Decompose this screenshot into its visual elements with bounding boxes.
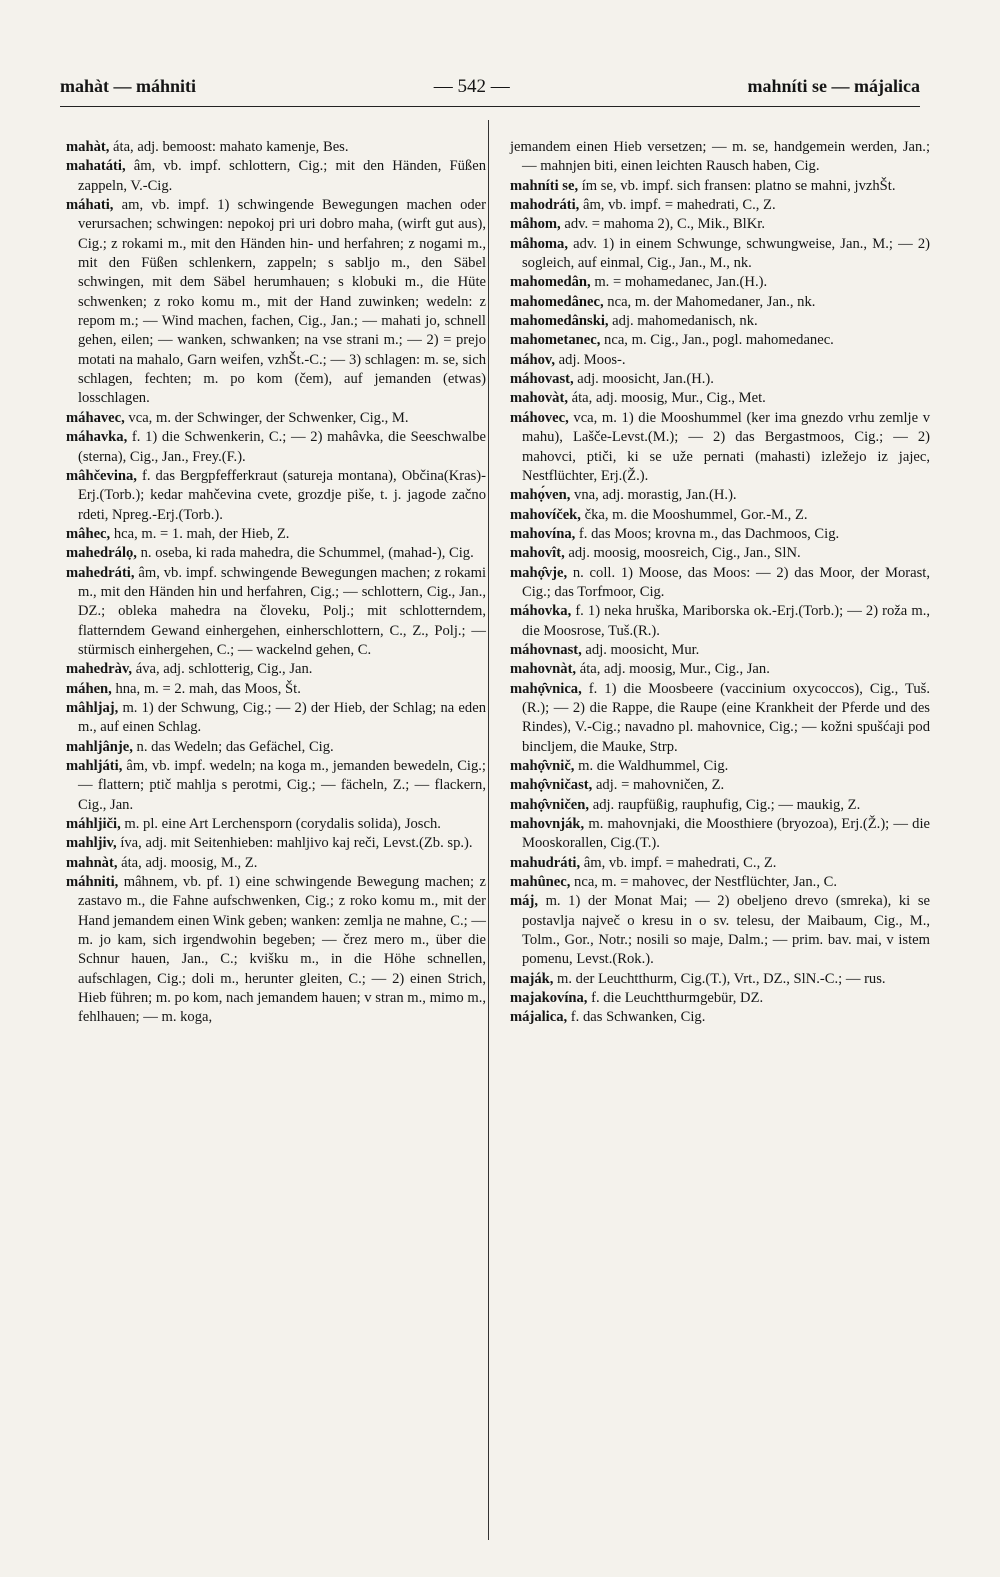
dictionary-entry xyxy=(510,331,930,350)
entry-headword: mahatáti, xyxy=(66,158,126,175)
dictionary-entry xyxy=(510,776,930,795)
entry-definition: adj. Moos-. xyxy=(555,351,626,368)
entry-headword: mahovnják, xyxy=(510,816,585,833)
entry-headword: mahljânje, xyxy=(66,738,133,755)
dictionary-entry xyxy=(66,428,486,467)
dictionary-entry xyxy=(510,506,930,525)
dictionary-entry xyxy=(66,757,486,815)
entry-definition: n. das Wedeln; das Gefächel, Cig. xyxy=(132,738,334,755)
dictionary-entry xyxy=(510,370,930,389)
entry-headword: máhovast, xyxy=(510,371,574,388)
dictionary-entry xyxy=(66,157,486,196)
entry-definition: vna, adj. morastig, Jan.(H.). xyxy=(570,487,737,504)
dictionary-entry xyxy=(510,293,930,312)
left-column xyxy=(66,138,486,1028)
entry-headword: mahovnàt, xyxy=(510,661,577,678)
entry-definition: m. 1) der Schwung, Cig.; — 2) der Hieb, der Schlag; na eden m., auf einen Schlag. xyxy=(78,699,486,736)
entry-headword: mahọ̑vničen, xyxy=(510,796,590,813)
dictionary-entry xyxy=(510,177,930,196)
entry-headword: májalica, xyxy=(510,1009,568,1026)
entry-headword: máhen, xyxy=(66,680,112,697)
header-left: mahàt — máhniti xyxy=(60,76,197,96)
entry-definition: âm, vb. impf. = mahedrati, C., Z. xyxy=(579,197,776,214)
entry-definition: áta, adj. moosig, Mur., Cig., Jan. xyxy=(576,661,770,678)
page-number: — 542 — xyxy=(433,76,510,97)
entry-headword: mahometanec, xyxy=(510,332,601,349)
dictionary-entry xyxy=(510,351,930,370)
entry-definition: adj. raupfüßig, rauphufig, Cig.; — maukig, Z. xyxy=(589,796,861,813)
dictionary-entry xyxy=(510,389,930,408)
dictionary-entry xyxy=(510,196,930,215)
entry-definition: vca, m. der Schwinger, der Schwenker, Cig., M. xyxy=(124,409,409,426)
entry-definition: m. die Waldhummel, Cig. xyxy=(574,758,729,774)
entry-headword: mâhčevina, xyxy=(66,467,137,484)
entry-definition: adv. = mahoma 2), C., Mik., BlKr. xyxy=(560,216,765,233)
entry-definition: áta, adj. bemoost: mahato kamenje, Bes. xyxy=(109,139,349,155)
entry-headword: máhavka, xyxy=(66,429,128,446)
entry-headword: mahljáti, xyxy=(66,758,123,774)
entry-definition: f. das Bergpfefferkraut (satureja montana), Občina(Kras)-Erj.(Torb.); kedar mahčevina cvete, grozdje piše, t. j. jagode začno rdeti, Npreg.-Erj.(Torb.). xyxy=(78,467,486,523)
dictionary-entry xyxy=(66,196,486,409)
column-divider xyxy=(488,120,489,1540)
dictionary-entry xyxy=(510,564,930,603)
entry-headword: mahomedânski, xyxy=(510,313,609,330)
entry-definition: čka, m. die Mooshummel, Gor.-M., Z. xyxy=(580,506,808,523)
entry-headword: mâhec, xyxy=(66,525,111,542)
dictionary-entry xyxy=(66,138,486,157)
dictionary-entry xyxy=(510,641,930,660)
dictionary-entry xyxy=(510,989,930,1008)
entry-definition: m. = mohamedanec, Jan.(H.). xyxy=(590,274,768,291)
entry-definition: áta, adj. moosig, M., Z. xyxy=(117,854,258,871)
entry-definition: f. 1) die Moosbeere (vaccinium oxycoccos), Cig., Tuš.(R.); — 2) die Rappe, die Raupe (eine Krankheit der Pferde und des Rindes), V.-Cig.; navadno pl. mahovnice, Cig.; — kožni spušćaji pod bincljem, die Mauke, Strp. xyxy=(522,680,930,755)
entry-definition: mâhnem, vb. pf. 1) eine schwingende Bewegung machen; z zastavo m., die Fahne aufschwenken, Cig.; z roko komu m., mit der Hand jemandem einen Wink geben; wanken: zemlja ne mahne, C.; — m. jo kam, sich irgendwohin begeben; — črez mero m., über die Schnur hauen, Jan., C.; kvišku m., in die Höhe schnellen, aufschlagen, Cig.; doli m., herunter gleiten, C.; — 2) einen Strich, Hieb führen; m. po kom, nach jemandem hauen; v stran m., mimo m., fehlhauen; — m. koga, xyxy=(78,874,486,1026)
entry-headword: máj, xyxy=(510,893,538,910)
entry-definition: f. 1) die Schwenkerin, C.; — 2) mahâvka, die Seeschwalbe (sterna), Cig., Jan., Frey.(F.). xyxy=(78,429,486,465)
entry-definition: nca, m. = mahovec, der Nestflüchter, Jan., C. xyxy=(570,874,838,891)
entry-headword: máhovec, xyxy=(510,409,569,426)
entry-headword: mâhljaj, xyxy=(66,699,119,716)
entry-definition: âm, vb. impf. = mahedrati, C., Z. xyxy=(580,854,777,871)
entry-headword: mahedràv, xyxy=(66,661,133,678)
entry-definition: áva, adj. schlotterig, Cig., Jan. xyxy=(132,661,313,678)
dictionary-entry xyxy=(66,544,486,563)
entry-headword: mahudráti, xyxy=(510,854,581,871)
dictionary-entry xyxy=(66,564,486,661)
entry-definition: adj. = mahovničen, Z. xyxy=(592,777,725,794)
entry-headword: mahọ́ven, xyxy=(510,487,571,504)
dictionary-entry xyxy=(510,138,930,177)
entry-definition: n. coll. 1) Moose, das Moos: — 2) das Moor, der Morast, Cig.; das Torfmoor, Cig. xyxy=(522,564,930,600)
dictionary-entry xyxy=(510,312,930,331)
entry-headword: mahomedânec, xyxy=(510,293,604,310)
entry-headword: mahovàt, xyxy=(510,390,568,407)
entry-headword: mâhom, xyxy=(510,216,561,233)
entry-headword: mahûnec, xyxy=(510,874,571,891)
entry-definition: m. mahovnjaki, die Moosthiere (bryozoa), Erj.(Ž.); — die Mooskorallen, Cig.(T.). xyxy=(522,816,930,852)
entry-definition: âm, vb. impf. schlottern, Cig.; mit den Händen, Füßen zappeln, V.-Cig. xyxy=(78,158,486,194)
entry-headword: mahomedân, xyxy=(510,274,591,291)
dictionary-entry xyxy=(510,602,930,641)
dictionary-entry xyxy=(510,892,930,969)
entry-headword: mahovît, xyxy=(510,545,565,562)
entry-definition: m. der Leuchtthurm, Cig.(T.), Vrt., DZ., SlN.-C.; — rus. xyxy=(553,970,886,987)
entry-definition: ím se, vb. impf. sich fransen: platno se mahni, jvzhŠt. xyxy=(578,177,896,194)
entry-headword: máhavec, xyxy=(66,409,125,426)
entry-definition: hca, m. = 1. mah, der Hieb, Z. xyxy=(110,525,290,542)
dictionary-entry xyxy=(510,815,930,854)
entry-definition: adj. moosicht, Jan.(H.). xyxy=(573,371,714,388)
header-right: mahníti se — májalica xyxy=(747,76,920,96)
dictionary-entry xyxy=(510,235,930,274)
entry-headword: mahọ̑vje, xyxy=(510,564,568,581)
entry-definition: m. pl. eine Art Lerchensporn (corydalis solida), Josch. xyxy=(120,816,441,833)
page-header xyxy=(60,76,920,107)
entry-headword: mahovíček, xyxy=(510,506,581,523)
entry-headword: mâhoma, xyxy=(510,235,568,252)
dictionary-entry xyxy=(510,873,930,892)
dictionary-entry xyxy=(66,834,486,853)
dictionary-entry xyxy=(66,699,486,738)
dictionary-entry xyxy=(510,273,930,292)
entry-headword: máhljiči, xyxy=(66,816,121,833)
dictionary-entry xyxy=(66,873,486,1028)
entry-definition: nca, m. Cig., Jan., pogl. mahomedanec. xyxy=(600,332,834,349)
entry-headword: mahnàt, xyxy=(66,854,118,871)
entry-definition: f. 1) neka hruška, Mariborska ok.-Erj.(Torb.); — 2) roža m., die Moosrose, Tuš.(R.). xyxy=(522,603,930,639)
entry-definition: adj. moosig, moosreich, Cig., Jan., SlN. xyxy=(564,545,801,562)
entry-headword: mahljiv, xyxy=(66,835,117,852)
entry-headword: máhov, xyxy=(510,351,556,368)
entry-definition: áta, adj. moosig, Mur., Cig., Met. xyxy=(567,390,766,407)
entry-definition: íva, adj. mit Seitenhieben: mahljivo kaj reči, Levst.(Zb. sp.). xyxy=(116,835,473,852)
dictionary-entry xyxy=(66,660,486,679)
dictionary-entry xyxy=(510,544,930,563)
entry-headword: máhovka, xyxy=(510,603,572,620)
dictionary-entry xyxy=(510,215,930,234)
dictionary-entry xyxy=(510,660,930,679)
entry-headword: mahọ̑vnica, xyxy=(510,680,582,697)
dictionary-entry xyxy=(510,680,930,757)
dictionary-entry xyxy=(510,796,930,815)
entry-headword: majakovína, xyxy=(510,990,588,1007)
entry-headword: mahníti se, xyxy=(510,177,579,194)
entry-headword: mahọ̑vničast, xyxy=(510,777,593,794)
dictionary-entry xyxy=(66,680,486,699)
entry-definition: adv. 1) in einem Schwunge, schwungweise, Jan., M.; — 2) sogleich, auf einmal, Cig., Jan., M., nk. xyxy=(522,235,930,272)
entry-definition: vca, m. 1) die Mooshummel (ker ima gnezdo vrhu zemlje v mahu), Lašče-Levst.(M.); — 2) das Bergastmoos, Cig.; — 2) mahovci, ptiči, ki se uže pernati (mahasti) izležejo iz jajec, Nestflüchter, Erj.(Ž.). xyxy=(522,409,930,484)
entry-headword: mahàt, xyxy=(66,139,110,155)
dictionary-entry xyxy=(510,757,930,776)
dictionary-entry xyxy=(510,1008,930,1027)
entry-headword: mahedrálọ, xyxy=(66,545,137,562)
dictionary-entry xyxy=(510,970,930,989)
right-column xyxy=(510,138,930,1028)
entry-definition: am, vb. impf. 1) schwingende Bewegungen machen oder verursachen; schwingen: nepokoj pri uri dobro maha, (wirft gut aus), Cig.; z rokami m., mit den Händen hin- und herfahren; z nogami m., mit den Füßen schlenkern, zappeln; s sabljo m., den Säbel schwingen, mit dem Säbel herumhauen; s klobuki m., die Hüte schwenken; z roko komu m., mit der Hand zuwinken; wedeln: z repom m.; — Wind machen, fachen, Cig., Jan.; — mahati jo, schnell gehen, eilen; — wanken, schwanken; na vse strani m.; — 2) = prejo motati na mahalo, Garn weifen, vzhŠt.-C.; — 3) schlagen: m. se, sich schlagen, fechten; m. po kom (čem), auf jemanden (etwas) losschlagen. xyxy=(78,197,486,407)
entry-definition: adj. mahomedanisch, nk. xyxy=(608,313,758,330)
entry-definition: f. die Leuchtthurmgebür, DZ. xyxy=(587,990,764,1007)
entry-definition: jemandem einen Hieb versetzen; — m. se, handgemein werden, Jan.; — mahnjen biti, einen leichten Rausch haben, Cig. xyxy=(510,139,930,175)
entry-definition: m. 1) der Monat Mai; — 2) obeljeno drevo (smreka), ki se postavlja največ o kresu in o sv. telesu, der Maibaum, Cig., M., Tolm., Gor., Notr.; nosili so maje, Dalm.; — prim. bav. mai, v istem pomenu, Levst.(Rok.). xyxy=(522,893,930,968)
entry-definition: âm, vb. impf. schwingende Bewegungen machen; z rokami m., mit den Händen hin und herfahren, Cig.; — schlottern, Cig., Jan., DZ.; obleka mahedra na človeku, Polj.; mit schlotterndem, flatterndem Gewand einhergehen, einherschlottern, C., Z., Polj.; — stürmisch einhergehen, C.; — wackelnd gehen, C. xyxy=(78,564,486,658)
dictionary-entry xyxy=(66,525,486,544)
entry-definition: hna, m. = 2. mah, das Moos, Št. xyxy=(111,680,301,697)
entry-headword: mahovína, xyxy=(510,525,576,542)
entry-definition: n. oseba, ki rada mahedra, die Schummel, (mahad-), Cig. xyxy=(136,545,474,562)
entry-definition: f. das Schwanken, Cig. xyxy=(567,1009,706,1026)
entry-headword: mahedráti, xyxy=(66,564,135,581)
entry-headword: mahodráti, xyxy=(510,197,580,214)
dictionary-entry xyxy=(510,854,930,873)
dictionary-entry xyxy=(66,738,486,757)
dictionary-entry xyxy=(66,815,486,834)
entry-definition: f. das Moos; krovna m., das Dachmoos, Cig. xyxy=(575,525,840,542)
entry-headword: máhati, xyxy=(66,197,114,214)
dictionary-entry xyxy=(66,854,486,873)
dictionary-entry xyxy=(66,409,486,428)
dictionary-entry xyxy=(510,525,930,544)
entry-definition: âm, vb. impf. wedeln; na koga m., jemanden bewedeln, Cig.; — flattern; ptič mahlja s perotmi, Cig.; — fächeln, Z.; — flackern, Cig., Jan. xyxy=(78,758,486,813)
entry-definition: adj. moosicht, Mur. xyxy=(581,641,700,658)
entry-definition: nca, m. der Mahomedaner, Jan., nk. xyxy=(603,293,816,310)
dictionary-entry xyxy=(510,486,930,505)
entry-headword: máhovnast, xyxy=(510,641,582,658)
dictionary-entry xyxy=(66,467,486,525)
entry-headword: mahọ̑vnič, xyxy=(510,758,575,774)
dictionary-entry xyxy=(510,409,930,486)
entry-headword: maják, xyxy=(510,970,554,987)
entry-headword: máhniti, xyxy=(66,874,119,891)
